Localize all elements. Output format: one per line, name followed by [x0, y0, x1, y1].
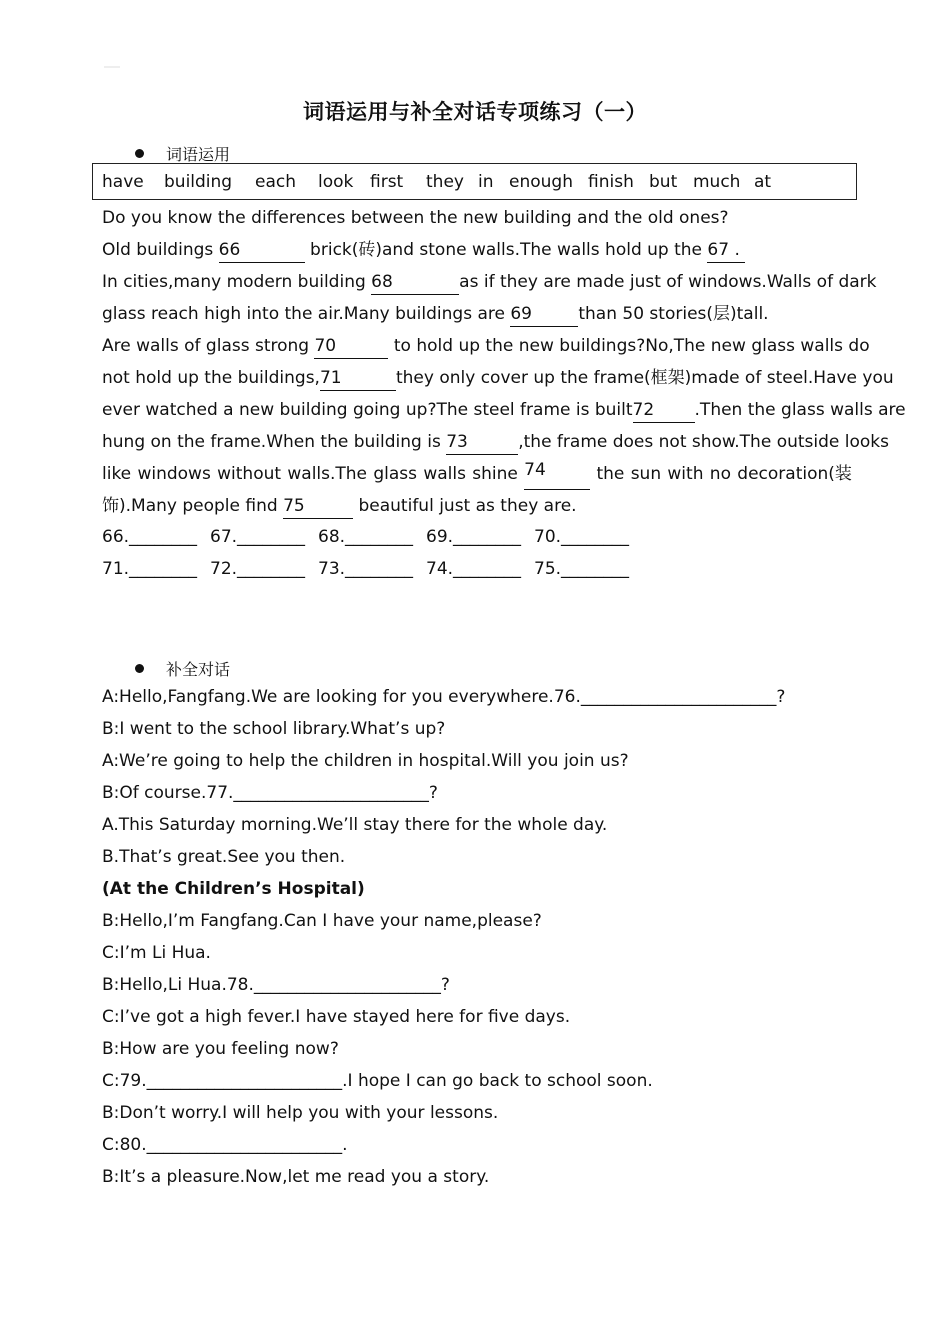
blank-71[interactable]: 71 — [320, 366, 396, 391]
dialogue-line: A:We’re going to help the children in hospital.Will you join us? — [102, 751, 629, 771]
dialogue-line: B:I went to the school library.What’s up? — [102, 719, 446, 739]
word-bank-item: each — [255, 171, 296, 192]
bullet-icon — [135, 664, 144, 673]
answer-blank[interactable]: 67.________ — [210, 527, 306, 547]
section-heading-label: 词语运用 — [166, 145, 231, 164]
passage-line — [102, 362, 894, 394]
passage-word: sun — [630, 464, 662, 484]
dialogue-line: A.This Saturday morning.We’ll stay there for the whole day. — [102, 815, 608, 835]
blank-67[interactable]: 67 . — [707, 238, 745, 263]
section-heading-label: 补全对话 — [166, 660, 231, 679]
blank-72[interactable]: 72 — [633, 398, 695, 423]
blank-75[interactable]: 75 — [283, 494, 353, 519]
passage-word: walls.The — [287, 464, 368, 484]
passage-word: with — [667, 464, 704, 484]
blank-68[interactable]: 68 — [371, 270, 459, 295]
answer-row — [102, 527, 642, 547]
answer-blank[interactable]: 73.________ — [318, 559, 414, 579]
word-bank-item: much — [693, 171, 741, 192]
section-heading-dialogue — [135, 657, 230, 680]
dialogue-line: C:80._______________________. — [102, 1135, 348, 1155]
word-bank-item: but — [649, 171, 678, 192]
section-heading-word-use — [135, 142, 230, 165]
word-bank-item: look — [318, 171, 354, 192]
passage-line — [102, 298, 852, 330]
answer-blank[interactable]: 66.________ — [102, 527, 198, 547]
passage-word: walls — [423, 464, 466, 484]
answer-blank[interactable]: 68.________ — [318, 527, 414, 547]
passage-word: glass — [373, 464, 417, 484]
dialogue-line: B:It’s a pleasure.Now,let me read you a story. — [102, 1167, 490, 1187]
passage-text: brick(砖)and stone walls.The walls hold up the — [304, 240, 708, 260]
blank-74[interactable]: 74 — [524, 458, 590, 490]
dialogue-line: B:Hello,Li Hua.78.______________________? — [102, 975, 450, 995]
answer-blank[interactable]: 69.________ — [426, 527, 522, 547]
passage-word: decoration(装 — [737, 464, 852, 484]
passage-text: than 50 stories(层)tall. — [578, 304, 769, 324]
dialogue-line: A:Hello,Fangfang.We are looking for you everywhere.76._______________________? — [102, 687, 786, 707]
passage-text: they only cover up the frame(框架)made of steel.Have you — [395, 368, 894, 388]
bullet-icon — [135, 149, 144, 158]
answer-blank[interactable]: 71.________ — [102, 559, 198, 579]
passage-text: ,the frame does not show.The outside looks — [518, 432, 889, 452]
word-bank-item: in — [478, 171, 494, 192]
passage-line — [102, 394, 906, 426]
word-bank-item: enough — [509, 171, 573, 192]
dialogue-line: C:79._______________________.I hope I can go back to school soon. — [102, 1071, 653, 1091]
passage-word: windows — [137, 464, 211, 484]
dialogue-scene-heading: (At the Children’s Hospital) — [102, 879, 365, 899]
passage-text: ever watched a new building going up?The steel frame is built — [102, 400, 633, 420]
word-bank-item: building — [164, 171, 233, 192]
answer-blank[interactable]: 70.________ — [534, 527, 630, 547]
blank-69[interactable]: 69 — [510, 302, 578, 327]
dialogue-line: B:Of course.77._______________________? — [102, 783, 438, 803]
passage-text: beautiful just as they are. — [353, 496, 577, 516]
word-bank-item: finish — [588, 171, 634, 192]
answer-blank[interactable]: 75.________ — [534, 559, 630, 579]
passage-word: shine — [472, 464, 518, 484]
dialogue-line: B:Don’t worry.I will help you with your lessons. — [102, 1103, 499, 1123]
passage-line — [102, 234, 852, 266]
word-bank-item: they — [426, 171, 464, 192]
passage-word: like — [102, 464, 132, 484]
blank-73[interactable]: 73 — [446, 430, 518, 455]
passage-word: no — [709, 464, 731, 484]
blank-70[interactable]: 70 — [314, 334, 388, 359]
passage-text: In cities,many modern building — [102, 272, 372, 292]
word-bank-item: have — [102, 171, 144, 192]
passage-text: Are walls of glass strong — [102, 336, 315, 356]
answer-blank[interactable]: 74.________ — [426, 559, 522, 579]
passage-text: Old buildings — [102, 240, 219, 260]
dialogue-line: B:How are you feeling now? — [102, 1039, 339, 1059]
passage-text: hung on the frame.When the building is — [102, 432, 447, 452]
dialogue-line: B.That’s great.See you then. — [102, 847, 346, 867]
passage-text: glass reach high into the air.Many buildings are — [102, 304, 511, 324]
dialogue-line: B:Hello,I’m Fangfang.Can I have your name,please? — [102, 911, 542, 931]
passage-line: Do you know the differences between the new building and the old ones? — [102, 208, 729, 228]
word-bank-box — [92, 163, 857, 200]
word-bank-item: first — [370, 171, 404, 192]
passage-line — [102, 458, 852, 490]
passage-line — [102, 426, 889, 458]
answer-blank[interactable]: 72.________ — [210, 559, 306, 579]
passage-text: not hold up the buildings, — [102, 368, 320, 388]
dialogue-line: C:I’m Li Hua. — [102, 943, 211, 963]
passage-line — [102, 266, 877, 298]
passage-text: 饰).Many people find — [102, 496, 284, 516]
word-bank-item: at — [754, 171, 772, 192]
passage-text: as if they are made just of windows.Walls of dark — [459, 272, 877, 292]
blank-66[interactable]: 66 — [219, 238, 305, 263]
dialogue-line: C:I’ve got a high fever.I have stayed here for five days. — [102, 1007, 571, 1027]
passage-line — [102, 330, 870, 362]
faint-mark — [104, 66, 120, 68]
passage-line — [102, 490, 852, 522]
page-title: 词语运用与补全对话专项练习（一） — [303, 100, 647, 124]
passage-word: the — [596, 464, 625, 484]
passage-text: to hold up the new buildings?No,The new glass walls do — [388, 336, 870, 356]
answer-row — [102, 559, 642, 579]
passage-word: without — [217, 464, 282, 484]
passage-text: .Then the glass walls are — [694, 400, 906, 420]
